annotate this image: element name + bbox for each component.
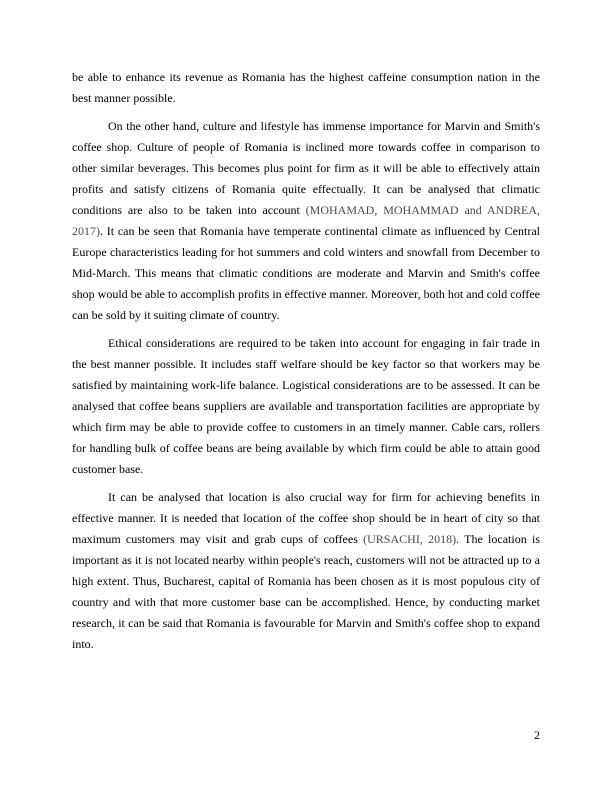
paragraph-culture-climate — [72, 116, 540, 326]
citation: (MOHAMAD, MOHAMMAD and ANDREA, 2017) — [72, 203, 540, 238]
paragraph-text: . It can be seen that Romania have temperate continental climate as influenced by Central Europe characteristics leading for hot summers and cold winters and snowfall from December to Mid-March. This means that climatic conditions are moderate and Marvin and Smith's coffee shop would be able to accomplish profits in effective manner. Moreover, both hot and cold coffee can be sold by it suiting climate of country. — [72, 224, 540, 322]
paragraph-text: . The location is important as it is not located nearby within people's reach, customers will not be attracted up to a high extent. Thus, Bucharest, capital of Romania has been chosen as it is most populous city of country and with that more customer base can be accomplished. Hence, by conducting market research, it can be said that Romania is favourable for Marvin and Smith's coffee shop to expand into. — [72, 532, 540, 651]
paragraph-continuation — [72, 67, 540, 109]
paragraph-text: be able to enhance its revenue as Romania has the highest caffeine consumption nation in the best manner possible. — [72, 70, 540, 105]
paragraph-text: It can be analysed that location is also crucial way for firm for achieving benefits in effective manner. It is needed that location of the coffee shop should be in heart of city so that maximum customers may visit and grab cups of coffees — [72, 490, 540, 546]
paragraph-ethics-logistics — [72, 333, 540, 480]
paragraph-text: Ethical considerations are required to be taken into account for engaging in fair trade in the best manner possible. It includes staff welfare should be key factor so that workers may be satisfied by maintaining work-life balance. Logistical considerations are to be assessed. It can be analysed that coffee beans suppliers are available and transportation facilities are appropriate by which firm may be able to provide coffee to customers in an timely manner. Cable cars, rollers for handling bulk of coffee beans are being available by which firm could be able to attain good customer base. — [72, 336, 540, 476]
body-text — [72, 67, 540, 662]
citation: (URSACHI, 2018) — [363, 532, 457, 546]
page-number: 2 — [534, 728, 540, 742]
paragraph-text: On the other hand, culture and lifestyle has immense importance for Marvin and Smith's coffee shop. Culture of people of Romania is inclined more towards coffee in comparison to other similar beverages. This becomes plus point for firm as it will be able to effectively attain profits and satisfy citizens of Romania quite effectually. It can be analysed that climatic conditions are also to be taken into account — [72, 119, 540, 217]
paragraph-location — [72, 487, 540, 655]
